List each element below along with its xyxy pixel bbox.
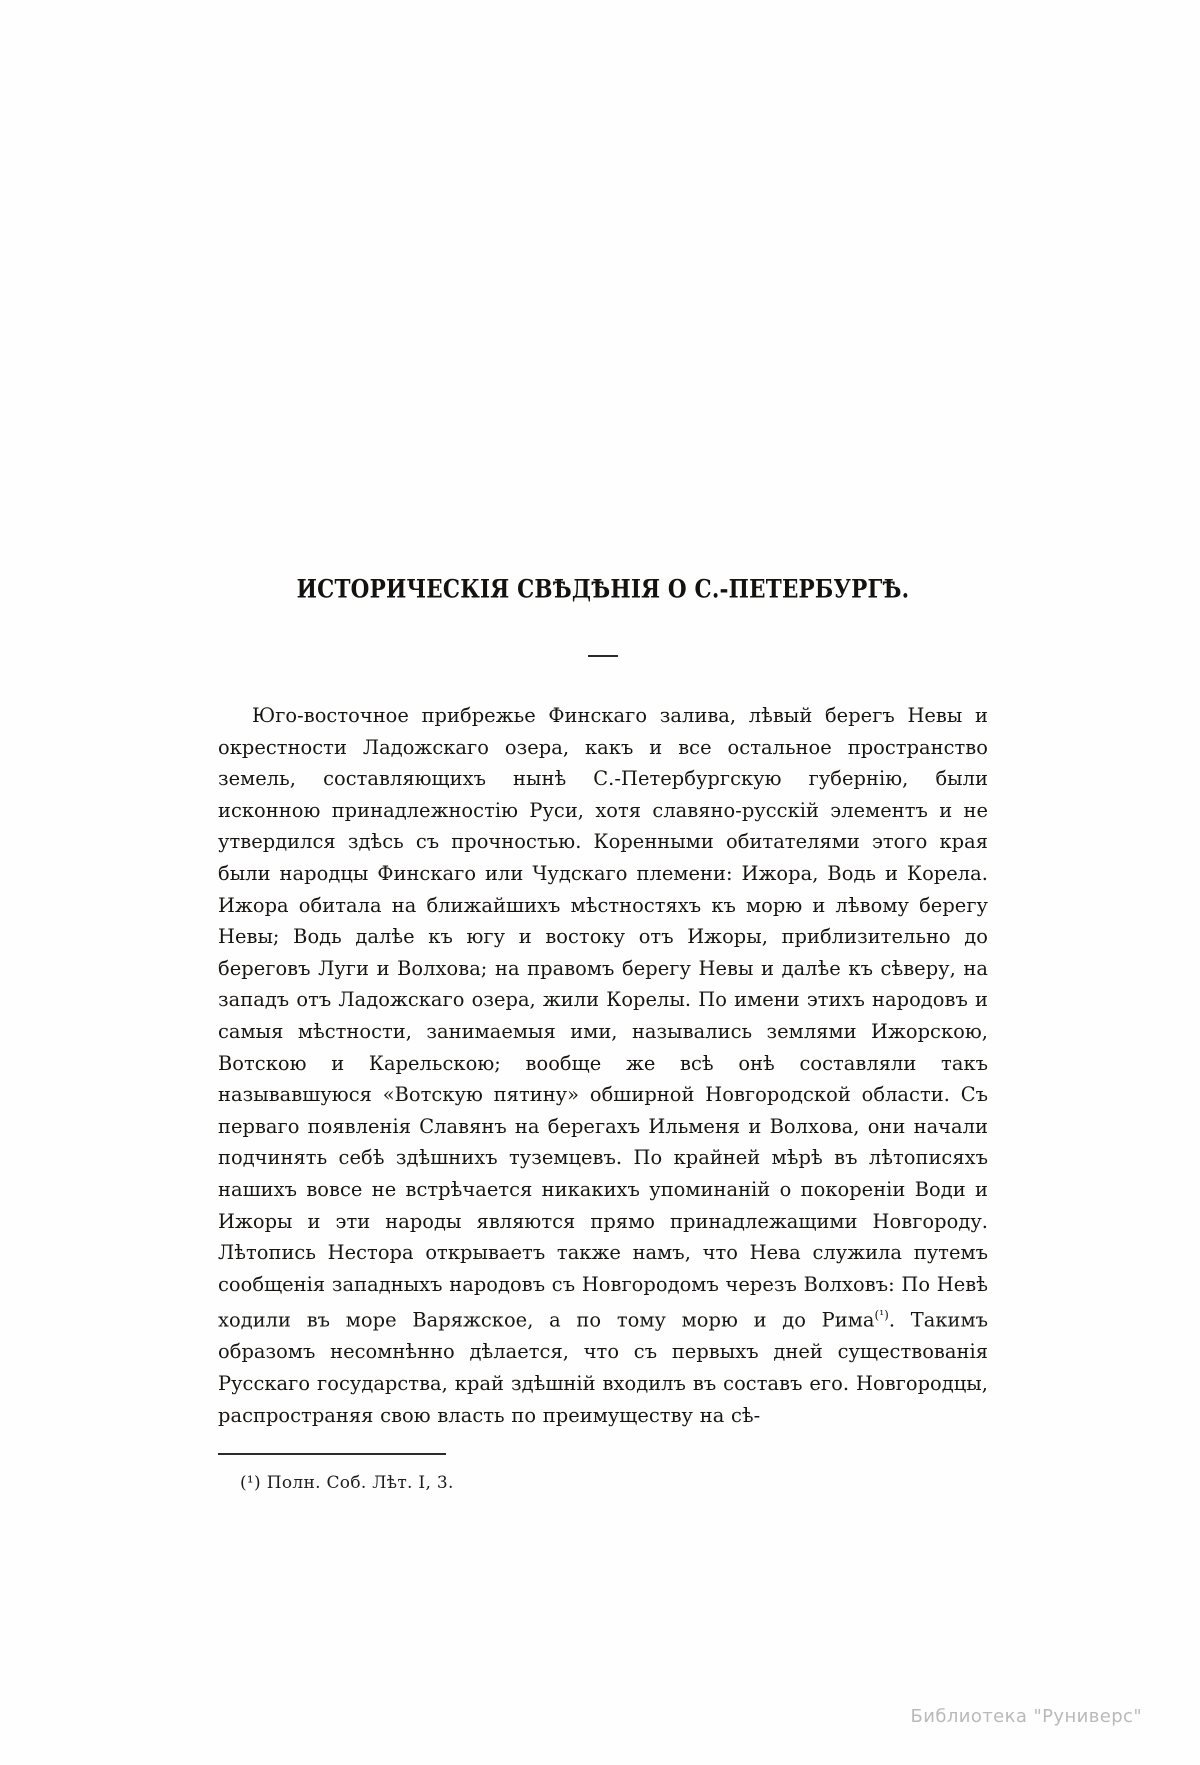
page-title: ИСТОРИЧЕСКІЯ СВѢДѢНІЯ О С.-ПЕТЕРБУРГѢ. — [296, 575, 910, 605]
title-ornament — [218, 644, 988, 662]
footnote — [218, 1471, 988, 1495]
footnote-reference[interactable]: (¹) — [874, 1308, 889, 1323]
library-watermark: Библиотека "Руниверс" — [910, 1706, 1142, 1727]
ornament-rule — [588, 655, 618, 657]
body-paragraph — [218, 700, 988, 1431]
footnote-marker: (¹) — [240, 1473, 261, 1494]
footnote-separator — [218, 1453, 446, 1455]
footnote-text: Полн. Соб. Лѣт. I, 3. — [266, 1473, 454, 1494]
body-text-main: Юго-восточное прибрежье Финскаго залива, лѣвый берегъ Невы и окрестности Ладожскаго озера, какъ и все остальное пространство земель, составляющихъ нынѣ С.-Петербургскую губернію, были исконною принадлежностію Руси, хотя славяно-русскій элементъ и не утвердился здѣсь съ прочностью. Коренными обитателями этого края были народцы Финскаго или Чудскаго племени: Ижора, Водь и Корела. Ижора обитала на ближайшихъ мѣстностяхъ къ морю и лѣвому берегу Невы; Водь далѣе къ югу и востоку отъ Ижоры, приблизительно до береговъ Луги и Волхова; на правомъ берегу Невы и далѣе къ сѣверу, на западъ отъ Ладожскаго озера, жили Корелы. По имени этихъ народовъ и самыя мѣстности, занимаемыя ими, назывались землями Ижорскою, Вотскою и Карельскою; вообще же всѣ онѣ составляли такъ называвшуюся «Вотскую пятину» обширной Новгородской области. Съ перваго появленія Славянъ на берегахъ Ильменя и Волхова, они начали подчинять себѣ здѣшнихъ туземцевъ. По крайней мѣрѣ въ лѣтописяхъ нашихъ вовсе не встрѣчается никакихъ упоминаній о покореніи Води и Ижоры и эти народы являются прямо принадлежащими Новгороду. Лѣтопись Нестора открываетъ также намъ, что Нева служила путемъ сообщенія западныхъ народовъ съ Новгородомъ черезъ Волховъ: По Невѣ ходили въ море Варяжское, а по тому морю и до Рима — [218, 704, 988, 1332]
page-content — [218, 575, 988, 1495]
body-text-tail: . Такимъ образомъ несомнѣнно дѣлается, что съ первыхъ дней существованія Русскаго государства, край здѣшній входилъ въ составъ его. Новгородцы, распространяя свою власть по преимуществу на сѣ- — [218, 1308, 989, 1427]
